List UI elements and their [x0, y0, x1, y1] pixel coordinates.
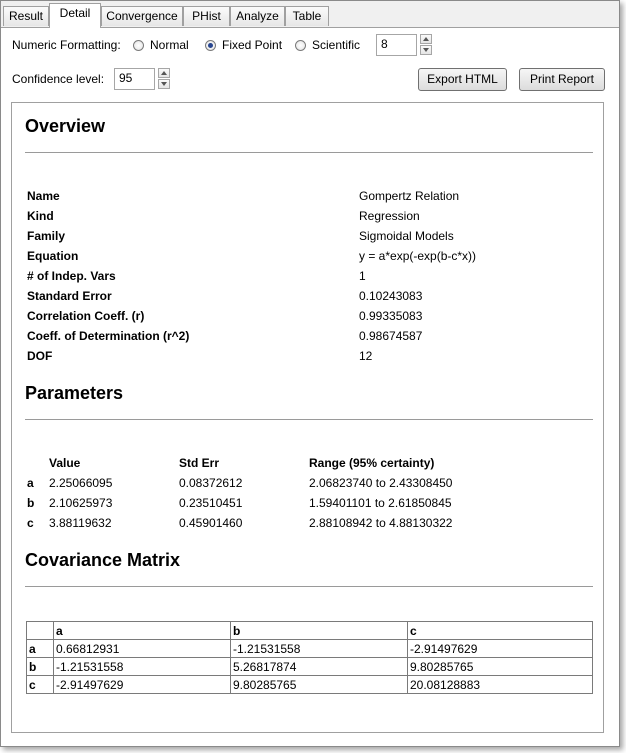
- digits-spin-up-icon[interactable]: [420, 34, 432, 44]
- table-cell: 20.08128883: [408, 676, 593, 694]
- param-stderr: 0.23510451: [179, 496, 243, 510]
- param-stderr: 0.45901460: [179, 516, 243, 530]
- param-value: 3.88119632: [49, 516, 112, 530]
- table-row: [27, 622, 593, 640]
- table-cell: -2.91497629: [408, 640, 593, 658]
- param-range: 2.06823740 to 2.43308450: [309, 476, 453, 490]
- overview-divider: [25, 152, 593, 153]
- overview-value: 1: [359, 269, 366, 283]
- radio-scientific-label[interactable]: Scientific: [312, 38, 361, 52]
- overview-label: Standard Error: [27, 289, 112, 303]
- overview-value: Gompertz Relation: [359, 189, 460, 203]
- radio-scientific[interactable]: [295, 40, 306, 51]
- covariance-table: [26, 621, 593, 694]
- param-stderr: 0.08372612: [179, 476, 243, 490]
- overview-label: Coeff. of Determination (r^2): [27, 329, 190, 343]
- overview-value: 0.99335083: [359, 309, 423, 323]
- overview-label: DOF: [27, 349, 53, 363]
- confidence-spin-down-icon[interactable]: [158, 79, 170, 89]
- tab-bar: [1, 1, 619, 27]
- tab-detail[interactable]: Detail: [49, 3, 101, 28]
- parameters-heading: Parameters: [25, 383, 124, 403]
- radio-fixed-point[interactable]: [205, 40, 216, 51]
- table-row: [27, 658, 593, 676]
- param-range: 2.88108942 to 4.88130322: [309, 516, 453, 530]
- overview-value: y = a*exp(-exp(b-c*x)): [359, 249, 477, 263]
- table-row: [27, 640, 593, 658]
- param-header-range: Range (95% certainty): [309, 456, 435, 470]
- tab-table[interactable]: Table: [285, 6, 329, 26]
- param-range: 1.59401101 to 2.61850845: [309, 496, 452, 510]
- table-row-header: b: [27, 658, 54, 676]
- export-html-button[interactable]: Export HTML: [418, 68, 507, 91]
- param-name: c: [27, 516, 34, 530]
- overview-label: Equation: [27, 249, 79, 263]
- tab-analyze[interactable]: Analyze: [230, 6, 285, 26]
- table-header-cell: c: [408, 622, 593, 640]
- tab-convergence[interactable]: Convergence: [101, 6, 183, 26]
- radio-normal-label[interactable]: Normal: [150, 38, 189, 52]
- tab-result[interactable]: Result: [3, 6, 49, 26]
- report-content: [11, 102, 604, 733]
- confidence-spin-up-icon[interactable]: [158, 68, 170, 78]
- overview-label: Correlation Coeff. (r): [27, 309, 145, 323]
- overview-value: 0.98674587: [359, 329, 423, 343]
- overview-value: 12: [359, 349, 373, 363]
- covariance-heading: Covariance Matrix: [25, 550, 181, 570]
- table-row: [27, 676, 593, 694]
- overview-value: 0.10243083: [359, 289, 423, 303]
- table-header-cell: a: [54, 622, 231, 640]
- table-header-cell: b: [231, 622, 408, 640]
- overview-heading: Overview: [25, 116, 106, 136]
- table-cell: -1.21531558: [231, 640, 408, 658]
- numeric-formatting-label: Numeric Formatting:: [12, 38, 121, 52]
- confidence-level-field[interactable]: 95: [114, 68, 155, 90]
- table-cell: 5.26817874: [231, 658, 408, 676]
- tab-phist[interactable]: PHist: [183, 6, 230, 26]
- digits-field[interactable]: 8: [376, 34, 417, 56]
- parameters-divider: [25, 419, 593, 420]
- overview-value: Sigmoidal Models: [359, 229, 454, 243]
- overview-label: Name: [27, 189, 60, 203]
- overview-label: Family: [27, 229, 66, 243]
- table-row-header: a: [27, 640, 54, 658]
- param-name: a: [27, 476, 34, 490]
- overview-label: # of Indep. Vars: [27, 269, 116, 283]
- radio-fixed-point-label[interactable]: Fixed Point: [222, 38, 283, 52]
- table-cell: -2.91497629: [54, 676, 231, 694]
- table-cell: 0.66812931: [54, 640, 231, 658]
- radio-normal[interactable]: [133, 40, 144, 51]
- table-cell: 9.80285765: [231, 676, 408, 694]
- covariance-divider: [25, 586, 593, 587]
- table-row-header: c: [27, 676, 54, 694]
- param-value: 2.10625973: [49, 496, 113, 510]
- confidence-level-label: Confidence level:: [12, 72, 105, 86]
- param-name: b: [27, 496, 35, 510]
- param-value: 2.25066095: [49, 476, 113, 490]
- digits-spin-down-icon[interactable]: [420, 45, 432, 55]
- param-header-stderr: Std Err: [179, 456, 220, 470]
- table-cell: 9.80285765: [408, 658, 593, 676]
- table-cell: [27, 622, 54, 640]
- table-cell: -1.21531558: [54, 658, 231, 676]
- overview-label: Kind: [27, 209, 54, 223]
- overview-value: Regression: [359, 209, 420, 223]
- print-report-button[interactable]: Print Report: [519, 68, 605, 91]
- param-header-value: Value: [49, 456, 81, 470]
